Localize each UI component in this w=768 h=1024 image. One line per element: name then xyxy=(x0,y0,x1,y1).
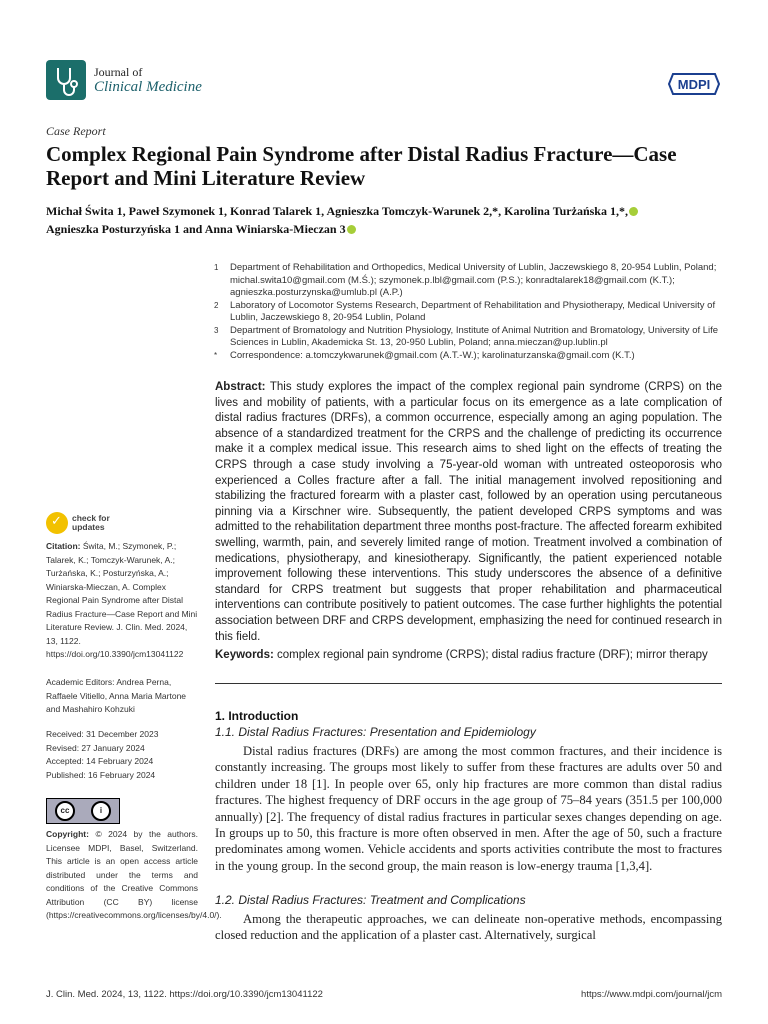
mdpi-logo xyxy=(667,70,721,98)
paragraph: Distal radius fractures (DRFs) are among the most common fractures, and their incidence is constantly increasing. The groups most likely to suffer from these fractures are adults over 50 and children under 18 [1]. In people over 65, only hip fractures are more common than distal radius fractures. The highest frequency of DRF occurs in the age group of 75–84 years (351.5 per 100,000 annually) [2]. The frequency of distal radius fractures in particular sexes changes depending on age. In groups up to 50, this fracture is more often observed in men. After the age of 50, such a fracture predominates among women. Vehicle accidents and sports activities contribute the most to fractures in the young group. In the second group, the main reason is low-energy trauma [1,3,4]. xyxy=(215,744,722,873)
published-date: Published: 16 February 2024 xyxy=(46,769,156,780)
cc-by-license-badge[interactable] xyxy=(46,798,120,824)
subsection-heading: 1.2. Distal Radius Fractures: Treatment and Complications xyxy=(215,893,526,907)
accepted-date: Accepted: 14 February 2024 xyxy=(46,756,154,766)
cc-icon: cc xyxy=(55,801,75,821)
authors-line-2: Agnieszka Posturzyńska 1 and Anna Winiarska-Mieczan 3 xyxy=(46,222,346,236)
copyright-label: Copyright: xyxy=(46,829,89,839)
paragraph: Among the therapeutic approaches, we can delineate non-operative methods, encompassing closed reduction and the application of a plaster cast. Alternatively, surgical xyxy=(215,912,722,943)
article-type: Case Report xyxy=(46,124,106,138)
affiliation-2: 2 Laboratory of Locomotor Systems Research, Department of Rehabilitation and Physiotherapy, Medical University of Lublin, Jaczewskiego 8, 20-954 Lublin, Poland xyxy=(214,299,716,323)
copyright-block xyxy=(46,828,222,923)
abstract xyxy=(215,380,722,645)
abstract-text: This study explores the impact of the complex regional pain syndrome (CRPS) on the lives and mobility of patients, with a particular focus on its emergence as a late complication of distal radius fractures (DRFs), a common occurrence, especially among an aging population. The absence of a standardized treatment for the CRPS and the challenge of predicting its occurrence make it a complex medical issue. This research aims to shed light on the effects of treating the CRPS through a case study involving a 75-year-old woman with untreated osteoporosis who experienced a Colles fracture after a fall. The initial management involved repositioning and stabilizing the fractured forearm with a plaster cast, followed by an operation using percutaneous pinning via a Kirschner wire. Subsequently, the patient developed CRPS symptoms and was admitted to the rehabilitation department three months post-fracture. The affected forearm exhibited swelling, warmth, pain, and severely limited range of motion. Treatment involved a combination of medications, physiotherapy, and kinesiotherapy. Significantly, the patient experienced notable improvement following these interventions. This study underscores the absence of a definitive standard for CRPS treatment but suggests that proper rehabilitation and pharmaceutical interventions can contribute positively to patient outcomes. The case further highlights the potential association between DRF and CRPS development, emphasizing the need for continued research in this field. xyxy=(215,381,722,643)
divider xyxy=(215,683,722,684)
journal-logo xyxy=(46,60,86,100)
received-date: Received: 31 December 2023 xyxy=(46,729,159,739)
abstract-label: Abstract: xyxy=(215,381,266,393)
footer-citation[interactable]: J. Clin. Med. 2024, 13, 1122. https://doi.org/10.3390/jcm13041122 xyxy=(46,989,323,1000)
footer-journal-url[interactable]: https://www.mdpi.com/journal/jcm xyxy=(581,989,722,1000)
affiliation-1: 1 Department of Rehabilitation and Orthopedics, Medical University of Lublin, Jaczewskiego 8, 20-954 Lublin, Poland; michal.swita10@gmail.com (M.Ś.); szymonek.p.lbl@gmail.com (P.S.); konradtalarek18@gmail.com (K.T.); agnieszka.posturzynska@umlub.pl (A.P.) xyxy=(214,262,717,298)
revised-date: Revised: 27 January 2024 xyxy=(46,742,145,753)
keywords-label: Keywords: xyxy=(215,649,274,661)
keywords-text: complex regional pain syndrome (CRPS); distal radius fracture (DRF); mirror therapy xyxy=(277,649,708,661)
orcid-icon[interactable] xyxy=(347,225,356,234)
article-title: Complex Regional Pain Syndrome after Distal Radius Fracture—Case Report and Mini Literature Review xyxy=(46,142,677,190)
section-heading: 1. Introduction xyxy=(215,709,299,723)
by-icon: i xyxy=(91,801,111,821)
journal-of: Journal of xyxy=(94,65,143,79)
journal-name: Clinical Medicine xyxy=(94,79,202,96)
citation-block xyxy=(46,540,198,662)
correspondence: * Correspondence: a.tomczykwarunek@gmail.com (A.T.-W.); karolinaturzanska@gmail.com (K.T.) xyxy=(214,349,635,361)
author-list xyxy=(46,202,726,238)
authors-line-1: Michał Świta 1, Paweł Szymonek 1, Konrad Talarek 1, Agnieszka Tomczyk-Warunek 2,*, Karolina Turżańska 1,*, xyxy=(46,204,628,218)
orcid-icon[interactable] xyxy=(629,207,638,216)
keywords xyxy=(215,648,722,663)
check-icon xyxy=(46,512,68,534)
affiliations xyxy=(214,262,724,362)
journal-title xyxy=(94,66,202,96)
affiliation-3: 3 Department of Bromatology and Nutrition Physiology, Institute of Animal Nutrition and Bromatology, University of Life Sciences in Lublin, Akademicka St. 13, 20-950 Lublin, Poland; anna.mieczan@up.lublin.pl xyxy=(214,324,719,348)
publisher-name: MDPI xyxy=(677,77,711,92)
check-for-updates-button[interactable]: ✓ check for updates xyxy=(46,512,110,534)
citation-text: Świta, M.; Szymonek, P.; Talarek, K.; Tomczyk-Warunek, A.; Turżańska, K.; Posturzyńska, A.; Winiarska-Mieczan, A. Complex Regional Pain Syndrome after Distal Radius Fracture—Case Report and Mini Literature Review. J. Clin. Med. 2024, 13, 1122. https://doi.org/10.3390/jcm13041122 xyxy=(46,541,198,659)
subsection-heading: 1.1. Distal Radius Fractures: Presentation and Epidemiology xyxy=(215,725,536,739)
copyright-text: © 2024 by the authors. Licensee MDPI, Basel, Switzerland. This article is an open access article distributed under the terms and conditions of the Creative Commons Attribution (CC BY) license (https://creativecommons.org/licenses/by/4.0/). xyxy=(46,829,222,920)
dates xyxy=(46,728,198,782)
academic-editors: Academic Editors: Andrea Perna, Raffaele Vitiello, Anna Maria Martone and Mashahiro Kohzuki xyxy=(46,677,187,714)
citation-label: Citation: xyxy=(46,541,81,551)
